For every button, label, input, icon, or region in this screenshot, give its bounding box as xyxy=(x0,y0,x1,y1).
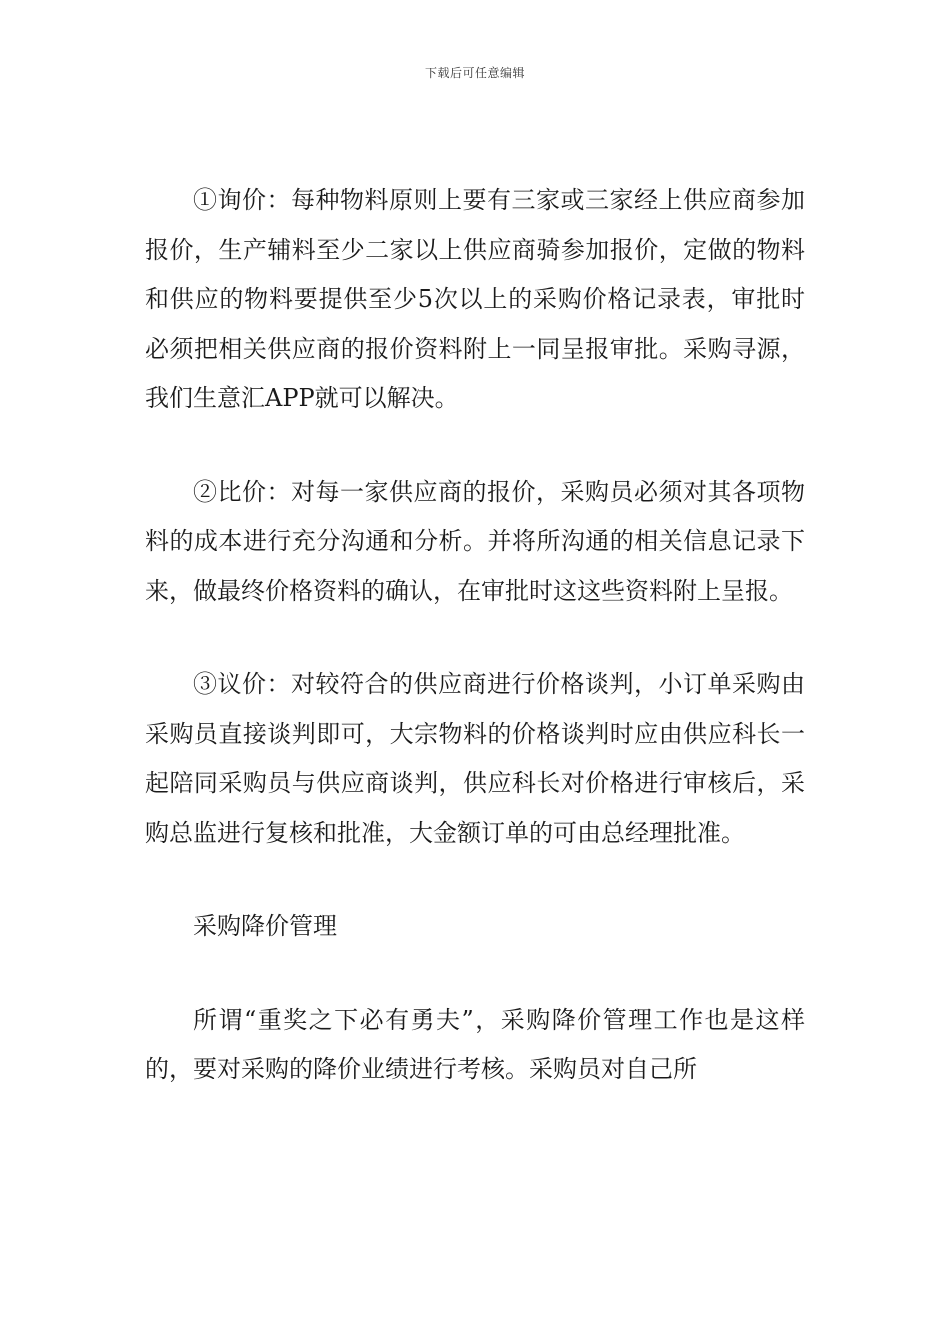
document-body xyxy=(145,176,805,1139)
paragraph-price-reduction: 所谓“重奖之下必有勇夫”，采购降价管理工作也是这样的，要对采购的降价业绩进行考核。采购员对自己所 xyxy=(145,1005,805,1083)
paragraph-inquiry: ①询价：每种物料原则上要有三家或三家经上供应商参加报价，生产辅料至少二家以上供应商骑参加报价，定做的物料和供应的物料要提供至少5次以上的采购价格记录表，审批时必须把相关供应商的报价资料附上一同呈报审批。采购寻源，我们生意汇APP就可以解决。 xyxy=(145,186,805,412)
paragraph-comparison: ②比价：对每一家供应商的报价，采购员必须对其各项物料的成本进行充分沟通和分析。并将所沟通的相关信息记录下来，做最终价格资料的确认，在审批时这这些资料附上呈报。 xyxy=(145,477,805,605)
paragraph-negotiation: ③议价：对较符合的供应商进行价格谈判，小订单采购由采购员直接谈判即可，大宗物料的价格谈判时应由供应科长一起陪同采购员与供应商谈判，供应科长对价格进行审核后，采购总监进行复核和批准，大金额订单的可由总经理批准。 xyxy=(145,670,805,847)
section-heading-price-reduction: 采购降价管理 xyxy=(193,912,337,940)
page-header-note: 下载后可任意编辑 xyxy=(424,66,525,80)
